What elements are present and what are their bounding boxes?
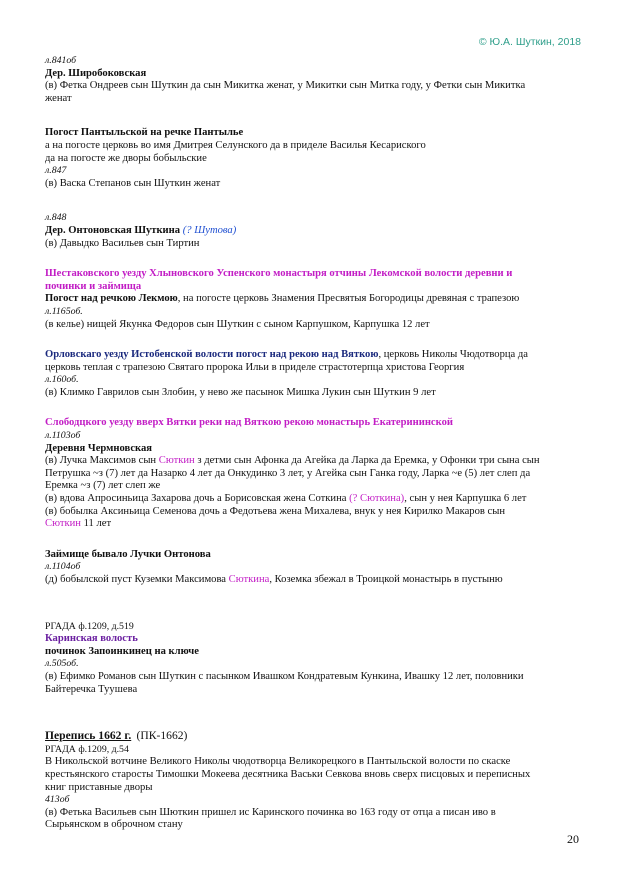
- surname-note: (? Шутова): [182, 224, 237, 236]
- record-line: крестьянского старосты Тимошки Мокеева десятника Васьки Севкова вновь сверх писцовых и переписных: [45, 768, 531, 780]
- census-code: (ПК-1662): [136, 729, 188, 743]
- record-line: [45, 493, 590, 506]
- archive-source: РГАДА ф.1209, д.519: [45, 620, 134, 632]
- folio-reference: л.1104об: [45, 561, 81, 573]
- record-text: (в) Лучка Максимов сын: [45, 455, 159, 467]
- record-line: (в) бобылка Аксиньица Семенова дочь а Федотьева жена Михалева, внук у нея Кирилко Макаров сын: [45, 505, 506, 517]
- settlement-heading: Займище бывало Лучки Онтонова: [45, 548, 211, 560]
- record-line: (в) Климко Гаврилов сын Злобин, у нево же пасынок Мишка Лукин сын Шуткин 9 лет: [45, 386, 436, 398]
- folio-reference: л.1103об: [45, 430, 81, 442]
- record-line: (в келье) нищей Якунка Федоров сын Шуткин с сыном Карпушком, Карпушка 12 лет: [45, 318, 430, 330]
- folio-reference: л.505об.: [45, 658, 79, 670]
- record-line: [45, 293, 590, 306]
- copyright-notice: © Ю.А. Шуткин, 2018: [478, 36, 581, 48]
- record-line: [45, 518, 590, 531]
- record-line: Петрушка ~з (7) лет да Назарко 4 лет да Онкудинко 3 лет, у Агейка сын Ганка году, Ларка ~е (5) лет слеп да: [45, 467, 531, 479]
- volost-heading: Каринская волость: [45, 633, 138, 645]
- folio-reference: л.841об: [45, 55, 77, 66]
- record-text: , сын у нея Карпушка 6 лет: [404, 493, 527, 505]
- record-line: (в) Давыдко Васильев сын Тиртин: [45, 237, 200, 249]
- record-text: , на погосте церковь Знамения Пресвятыя Богородицы древяная с трапезою: [177, 293, 520, 305]
- village-heading: Дер. Широбоковская: [45, 67, 147, 79]
- folio-reference: л.160об.: [45, 374, 79, 386]
- record-line: (в) Васка Степанов сын Шуткин женат: [45, 177, 221, 189]
- pogost-heading: Погост Пантыльской на речке Пантылье: [45, 127, 244, 139]
- section-heading: Слободцкого уезду вверх Вятки реки над Вяткою рекою монастырь Екатерининской: [45, 417, 454, 429]
- record-line: [45, 574, 590, 587]
- record-line: да на погосте же дворы бобыльские: [45, 152, 207, 164]
- section-heading: починки и займища: [45, 280, 142, 292]
- document-body: [45, 55, 590, 832]
- folio-reference: л.1165об.: [45, 305, 83, 317]
- folio-reference: 413об: [45, 794, 70, 806]
- record-line: церковь теплая с трапезою Святаго пророка Ильи в приделе страстотерпца христова Георгия: [45, 361, 465, 373]
- page-number: 20: [567, 832, 579, 846]
- record-line: (в) Фетка Ондреев сын Шуткин да сын Микитка женат, у Микитки сын Митка году, у Фетки сын Микитка: [45, 80, 526, 92]
- surname-note: (? Сюткина): [349, 493, 405, 505]
- record-text: (д) бобылской пуст Куземки Максимова: [45, 574, 229, 585]
- record-line: (в) Фетька Васильев сын Шюткин пришел ис Каринского починка во 163 году от отца а писан иво в: [45, 806, 496, 818]
- record-line: книг приставные дворы: [45, 781, 153, 793]
- pochinok-heading: починок Запоинкинец на ключе: [45, 645, 199, 657]
- surname-highlight: Сюткин: [45, 518, 81, 530]
- folio-reference: л.847: [45, 165, 67, 177]
- record-line: а на погосте церковь во имя Дмитрея Селунского да в приделе Василья Кесариского: [45, 139, 426, 151]
- record-text: (в) вдова Апросиньица Захарова дочь а Борисовская жена Соткина: [45, 493, 350, 505]
- village-heading: Дер. Онтоновская Шуткина: [45, 224, 181, 236]
- archive-source: РГАДА ф.1209, д.54: [45, 743, 129, 755]
- folio-reference: л.848: [45, 212, 67, 224]
- village-heading: Деревня Чермновская: [45, 442, 153, 454]
- section-heading: Орловскаго уезду Истобенской волости погост над рекою над Вяткою: [45, 349, 379, 361]
- record-text: з детми сын Афонка да Агейка да Ларка да Еремка, у Офонки три сына сын: [194, 455, 540, 467]
- record-text: , церковь Николы Чюдотворца да: [378, 349, 529, 361]
- section-heading: Шестаковского уезду Хлыновского Успенского монастыря отчины Лекомской волости деревни и: [45, 268, 513, 280]
- pogost-heading: Погост над речкою Лекмою: [45, 293, 178, 305]
- record-text: , Коземка збежал в Троицкой монастырь в пустыню: [269, 574, 503, 585]
- record-line: Байтеречка Туушева: [45, 683, 138, 695]
- census-heading-line: [45, 730, 590, 744]
- record-line: Еремка ~з (7) лет слеп же: [45, 480, 161, 492]
- record-line: женат: [45, 92, 72, 104]
- village-heading-line: [45, 225, 590, 238]
- census-heading: Перепись 1662 г.: [45, 729, 132, 743]
- surname-highlight: Сюткина: [228, 574, 270, 585]
- record-line: (в) Ефимко Романов сын Шуткин с пасынком Ивашком Кондратевым Кункина, Ивашку 12 лет, половники: [45, 670, 524, 682]
- surname-highlight: Сюткин: [158, 455, 195, 467]
- record-line: Сырьянском в оброчном стану: [45, 819, 183, 831]
- record-line: [45, 455, 590, 468]
- record-text: 11 лет: [80, 518, 112, 530]
- record-line: В Никольской вотчине Великого Николы чюдотворца Великорецкого в Пантыльской волости по скаске: [45, 756, 511, 768]
- record-line: [45, 349, 590, 362]
